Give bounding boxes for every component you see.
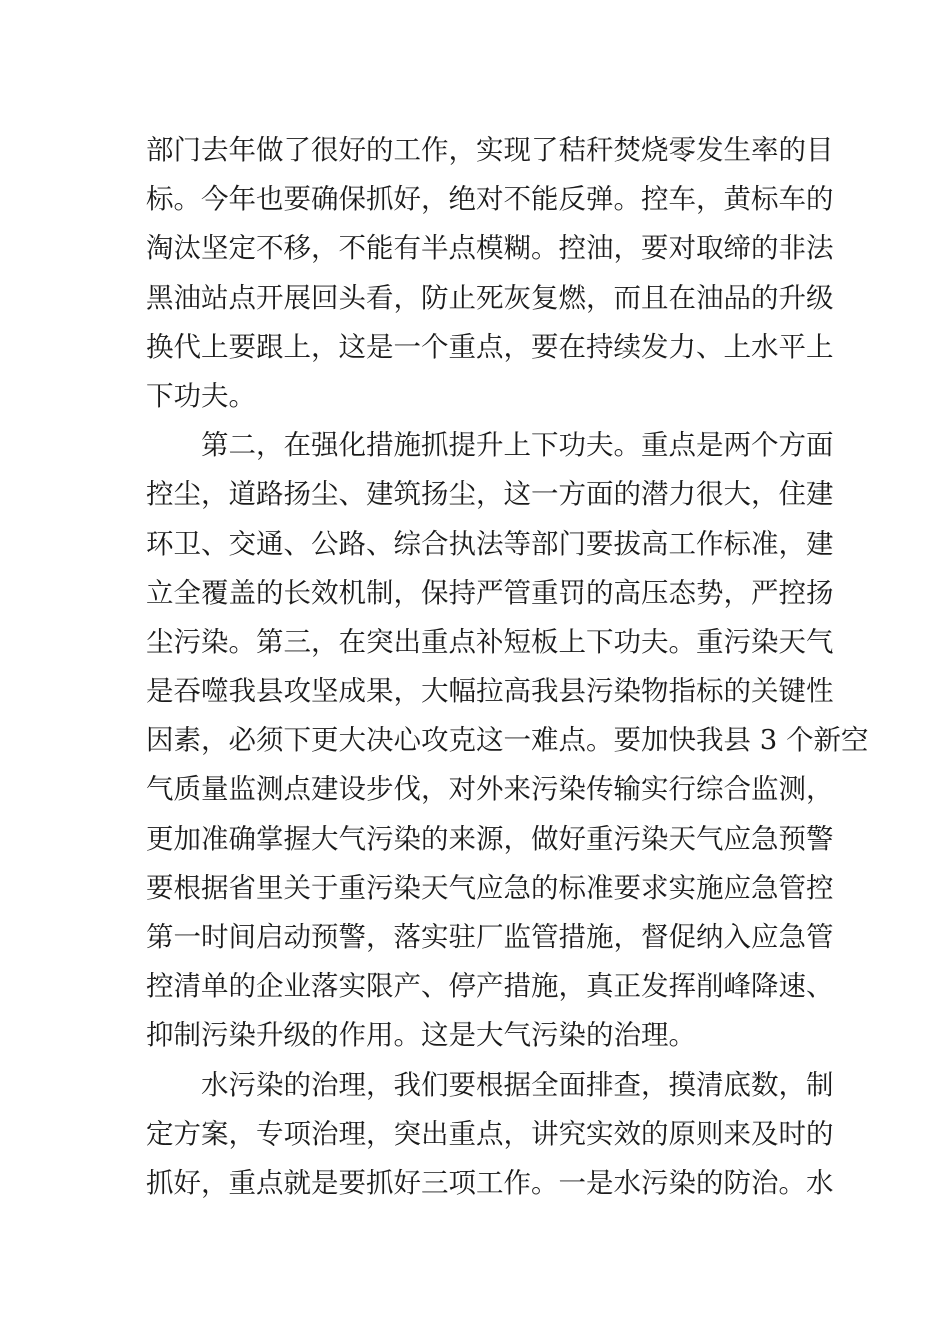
- text-line: 第一时间启动预警，落实驻厂监管措施，督促纳入应急管: [146, 921, 834, 953]
- text-line: 抑制污染升级的作用。这是大气污染的治理。: [146, 1019, 696, 1052]
- text-line: 淘汰坚定不移，不能有半点模糊。控油，要对取缔的非法: [146, 232, 834, 265]
- text-line: 更加准确掌握大气污染的来源，做好重污染天气应急预警: [146, 822, 834, 855]
- text-line: 部门去年做了很好的工作，实现了秸秆焚烧零发生率的目: [146, 134, 834, 166]
- text-line: 环卫、交通、公路、综合执法等部门要拔高工作标准，建: [146, 527, 834, 560]
- text-line: 黑油站点开展回头看，防止死灰复燃，而且在油品的升级: [146, 281, 834, 314]
- text-line: 是吞噬我县攻坚成果，大幅拉高我县污染物指标的关键性: [146, 675, 834, 708]
- text-line: 定方案，专项治理，突出重点，讲究实效的原则来及时的: [146, 1117, 834, 1150]
- paragraph-start-line: 水污染的治理，我们要根据全面排查，摸清底数，制: [201, 1068, 834, 1101]
- text-line: 下功夫。: [146, 379, 256, 412]
- text-line: 立全覆盖的长效机制，保持严管重罚的高压态势，严控扬: [146, 576, 834, 609]
- text-line: 要根据省里关于重污染天气应急的标准要求实施应急管控: [146, 871, 834, 904]
- text-line: 控尘，道路扬尘、建筑扬尘，这一方面的潜力很大，住建: [146, 478, 834, 511]
- text-line: 换代上要跟上，这是一个重点，要在持续发力、上水平上: [146, 330, 834, 363]
- text-line: 抓好，重点就是要抓好三项工作。一是水污染的防治。水: [146, 1166, 834, 1199]
- text-line: 气质量监测点建设步伐，对外来污染传输实行综合监测，: [146, 773, 834, 806]
- body-text: [146, 126, 869, 1208]
- text-line: 尘污染。第三，在突出重点补短板上下功夫。重污染天气: [146, 625, 834, 658]
- paragraph-start-line: 第二，在强化措施抓提升上下功夫。重点是两个方面: [201, 429, 834, 462]
- text-line: 控清单的企业落实限产、停产措施，真正发挥削峰降速、: [146, 970, 834, 1003]
- text-line: 标。今年也要确保抓好，绝对不能反弹。控车，黄标车的: [146, 183, 834, 216]
- text-line: 因素，必须下更大决心攻克这一难点。要加快我县 3 个新空: [146, 724, 869, 757]
